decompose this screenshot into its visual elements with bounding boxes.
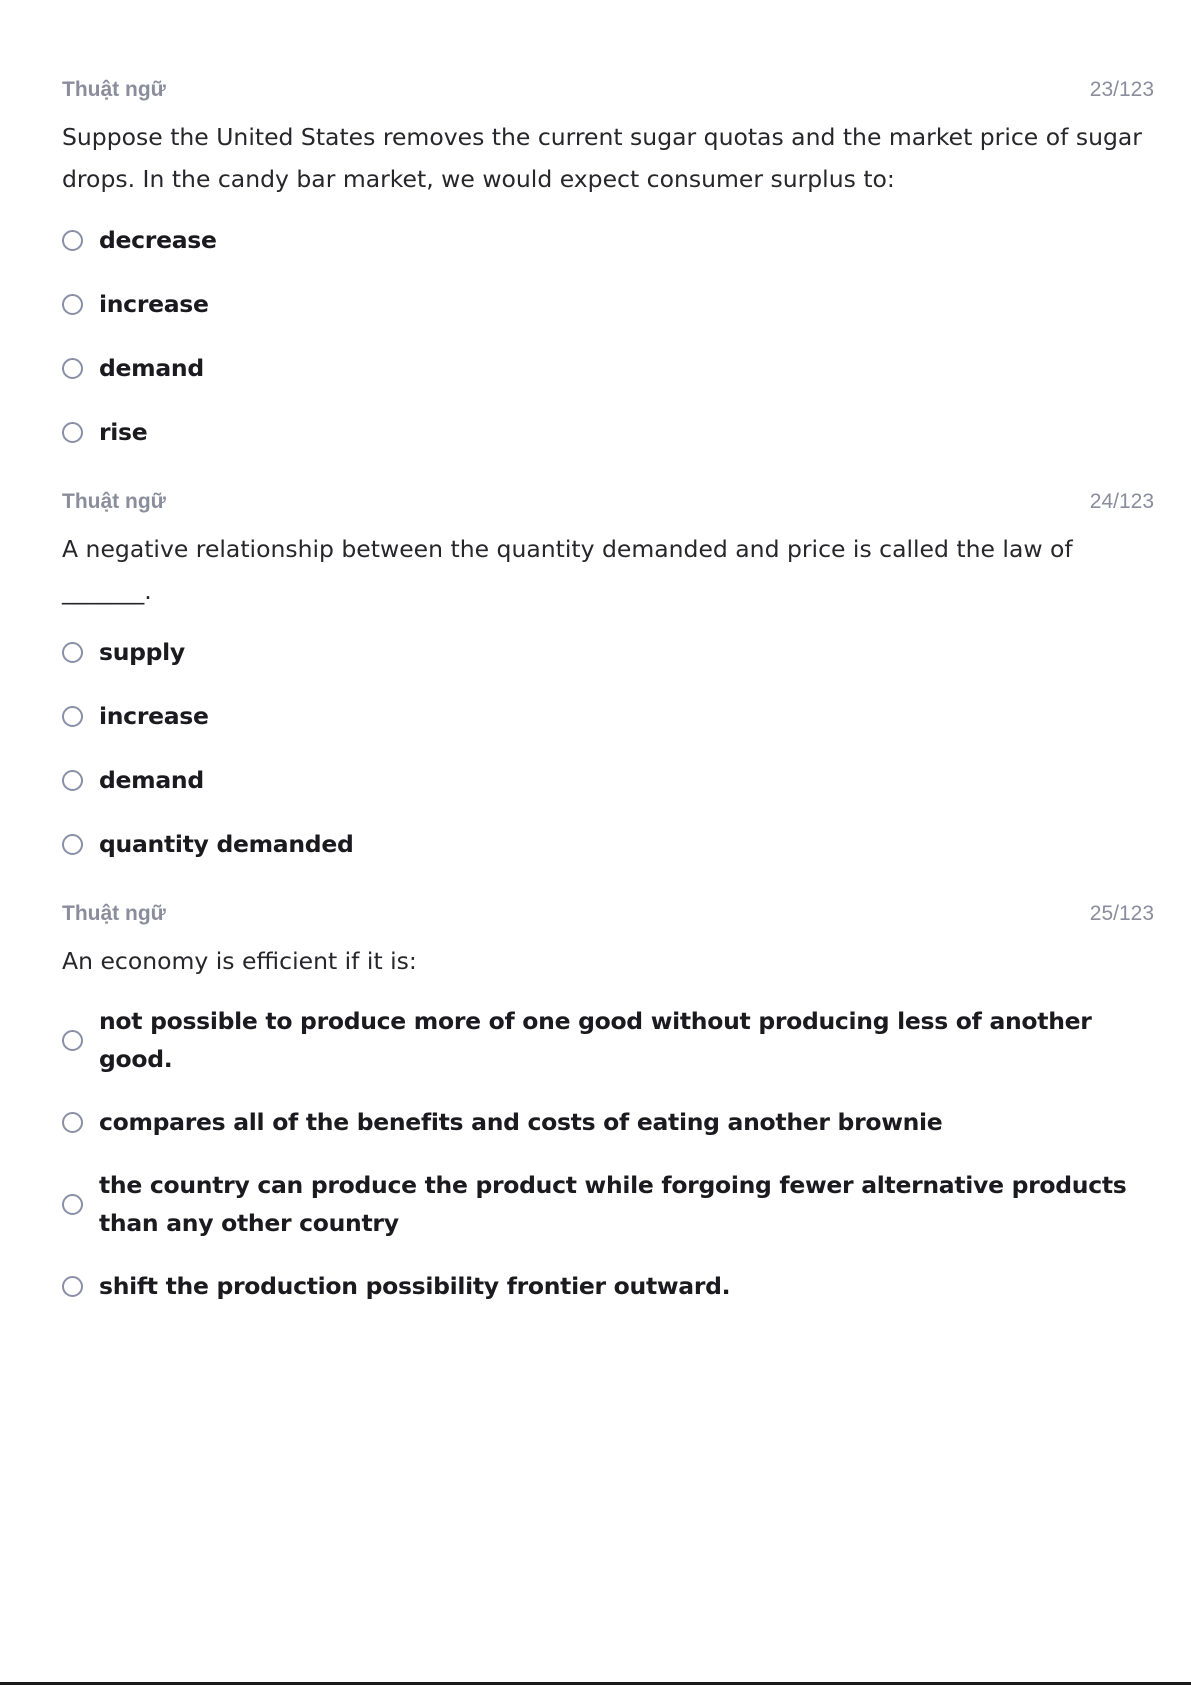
question-counter: 24/123: [1089, 490, 1154, 513]
answer-options: [62, 632, 1154, 864]
question-prompt: Suppose the United States removes the current sugar quotas and the market price of sugar drops. In the candy bar market, we would expect consumer surplus to:: [62, 123, 1142, 193]
answer-option[interactable]: [62, 220, 1154, 260]
question-24: [62, 490, 1154, 864]
option-label: increase: [99, 702, 209, 730]
option-label: demand: [99, 766, 204, 794]
quiz-page: [62, 78, 1154, 1344]
answer-option[interactable]: [62, 760, 1154, 800]
radio-button[interactable]: [62, 1276, 83, 1297]
answer-option[interactable]: [62, 1102, 1154, 1142]
option-label: not possible to produce more of one good without producing less of another good.: [99, 1007, 1092, 1073]
radio-button[interactable]: [62, 834, 83, 855]
question-prompt: An economy is efficient if it is:: [62, 947, 417, 975]
question-header: [62, 902, 1154, 930]
question-header: [62, 490, 1154, 518]
radio-button[interactable]: [62, 230, 83, 251]
answer-option[interactable]: [62, 1266, 1154, 1306]
option-label: increase: [99, 290, 209, 318]
question-counter: 25/123: [1089, 902, 1154, 925]
answer-option[interactable]: [62, 284, 1154, 324]
answer-option[interactable]: [62, 1166, 1154, 1242]
answer-option[interactable]: [62, 632, 1154, 672]
answer-options: [62, 220, 1154, 452]
radio-button[interactable]: [62, 770, 83, 791]
answer-option[interactable]: [62, 348, 1154, 388]
option-label: decrease: [99, 226, 217, 254]
answer-option[interactable]: [62, 824, 1154, 864]
option-label: compares all of the benefits and costs of eating another brownie: [99, 1108, 943, 1136]
answer-option[interactable]: [62, 696, 1154, 736]
option-label: demand: [99, 354, 204, 382]
term-label: Thuật ngữ: [62, 902, 166, 925]
answer-option[interactable]: [62, 1002, 1154, 1078]
term-label: Thuật ngữ: [62, 78, 166, 101]
radio-button[interactable]: [62, 642, 83, 663]
option-label: the country can produce the product while forgoing fewer alternative products than any other country: [99, 1171, 1127, 1237]
answer-options: [62, 1002, 1154, 1306]
question-25: [62, 902, 1154, 1306]
radio-button[interactable]: [62, 706, 83, 727]
question-23: [62, 78, 1154, 452]
question-header: [62, 78, 1154, 106]
option-label: quantity demanded: [99, 830, 354, 858]
question-prompt: A negative relationship between the quantity demanded and price is called the law of _______.: [62, 535, 1073, 605]
radio-button[interactable]: [62, 294, 83, 315]
term-label: Thuật ngữ: [62, 490, 166, 513]
question-counter: 23/123: [1089, 78, 1154, 101]
radio-button[interactable]: [62, 358, 83, 379]
answer-option[interactable]: [62, 412, 1154, 452]
radio-button[interactable]: [62, 422, 83, 443]
radio-button[interactable]: [62, 1030, 83, 1051]
option-label: supply: [99, 638, 185, 666]
radio-button[interactable]: [62, 1112, 83, 1133]
option-label: rise: [99, 418, 148, 446]
option-label: shift the production possibility frontier outward.: [99, 1272, 731, 1300]
radio-button[interactable]: [62, 1194, 83, 1215]
